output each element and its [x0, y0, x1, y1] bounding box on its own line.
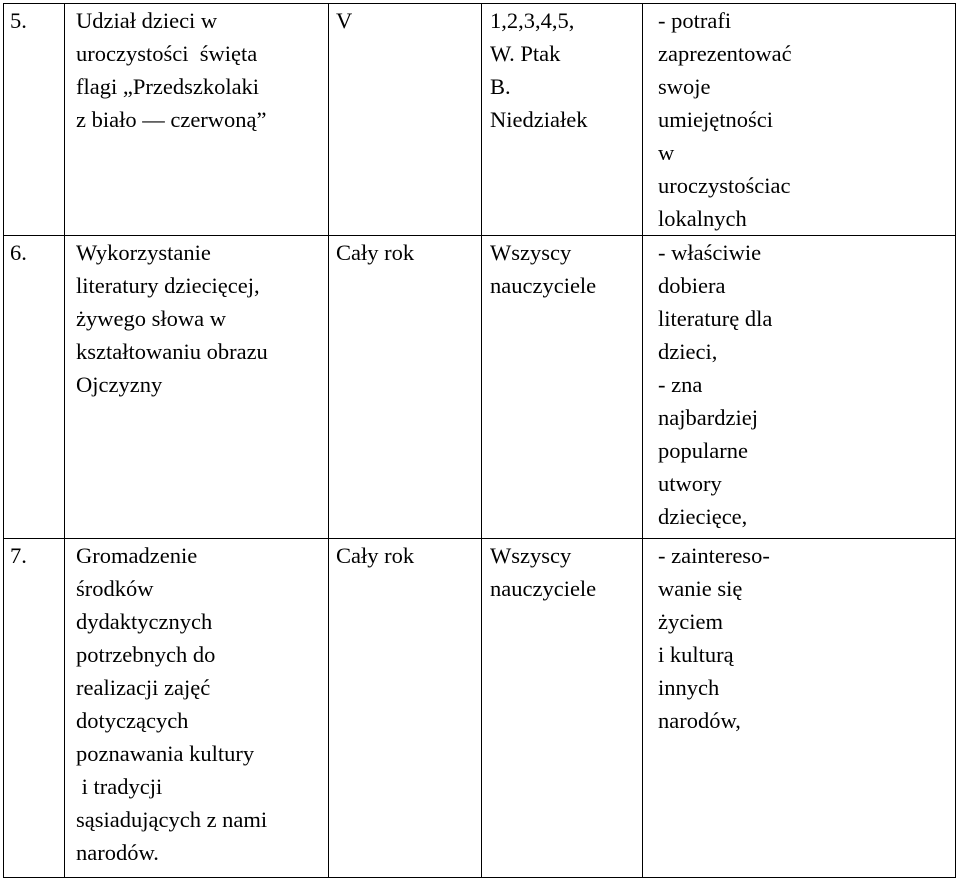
responsible-line: nauczyciele: [490, 273, 597, 298]
task-line: potrzebnych do: [76, 642, 216, 667]
task-responsible: [482, 236, 643, 539]
effect-line: uroczystościac: [658, 173, 791, 198]
task-line: poznawania kultury: [76, 741, 255, 766]
effect-line: umiejętności: [658, 107, 773, 132]
effect-line: lokalnych: [658, 206, 747, 231]
task-line: i tradycji: [76, 774, 163, 799]
task-description: [65, 236, 329, 539]
task-line: Ojczyzny: [76, 372, 163, 397]
effect-line: - zna: [658, 372, 703, 397]
task-line: Wykorzystanie: [76, 240, 211, 265]
table-row: [4, 539, 956, 878]
effect-line: zaprezentować: [658, 41, 792, 66]
effect-line: życiem: [658, 609, 723, 634]
row-number: [4, 4, 65, 236]
effect-line: popularne: [658, 438, 748, 463]
row-number-text: 6.: [10, 240, 27, 265]
task-line: środków: [76, 576, 154, 601]
plan-table: [3, 3, 956, 878]
task-line: sąsiadujących z nami: [76, 807, 268, 832]
task-effects: [643, 236, 956, 539]
table-row: [4, 236, 956, 539]
task-effects: [643, 4, 956, 236]
effect-line: dziecięce,: [658, 504, 748, 529]
task-effects: [643, 539, 956, 878]
term-line: Cały rok: [336, 240, 415, 265]
responsible-line: nauczyciele: [490, 576, 597, 601]
responsible-line: Wszyscy: [490, 240, 572, 265]
task-line: literatury dziecięcej,: [76, 273, 260, 298]
responsible-line: Wszyscy: [490, 543, 572, 568]
task-line: kształtowaniu obrazu: [76, 339, 268, 364]
row-number: [4, 539, 65, 878]
effect-line: dobiera: [658, 273, 726, 298]
task-description: [65, 539, 329, 878]
effect-line: i kulturą: [658, 642, 734, 667]
term-line: V: [336, 8, 353, 33]
task-line: Udział dzieci w: [76, 8, 218, 33]
term-line: Cały rok: [336, 543, 415, 568]
effect-line: wanie się: [658, 576, 743, 601]
responsible-line: 1,2,3,4,5,: [490, 8, 575, 33]
task-line: Gromadzenie: [76, 543, 198, 568]
row-number-text: 5.: [10, 8, 27, 33]
task-term: [329, 539, 482, 878]
task-responsible: [482, 4, 643, 236]
responsible-line: W. Ptak: [490, 41, 561, 66]
responsible-line: B.: [490, 74, 511, 99]
task-line: dydaktycznych: [76, 609, 213, 634]
task-line: żywego słowa w: [76, 306, 226, 331]
task-line: dotyczących: [76, 708, 189, 733]
responsible-line: Niedziałek: [490, 107, 588, 132]
task-description: [65, 4, 329, 236]
effect-line: utwory: [658, 471, 722, 496]
task-term: [329, 4, 482, 236]
effect-line: dzieci,: [658, 339, 718, 364]
task-line: narodów.: [76, 840, 159, 865]
effect-line: innych: [658, 675, 720, 700]
effect-line: narodów,: [658, 708, 741, 733]
task-line: realizacji zajęć: [76, 675, 211, 700]
task-line: z biało — czerwoną”: [76, 107, 267, 132]
effect-line: - zaintereso-: [658, 543, 770, 568]
effect-line: - właściwie: [658, 240, 762, 265]
row-number: [4, 236, 65, 539]
effect-line: w: [658, 140, 675, 165]
effect-line: swoje: [658, 74, 711, 99]
effect-line: - potrafi: [658, 8, 732, 33]
task-line: flagi „Przedszkolaki: [76, 74, 260, 99]
table-row: [4, 4, 956, 236]
effect-line: literaturę dla: [658, 306, 773, 331]
effect-line: najbardziej: [658, 405, 758, 430]
task-line: uroczystości święta: [76, 41, 258, 66]
row-number-text: 7.: [10, 543, 27, 568]
task-term: [329, 236, 482, 539]
task-responsible: [482, 539, 643, 878]
